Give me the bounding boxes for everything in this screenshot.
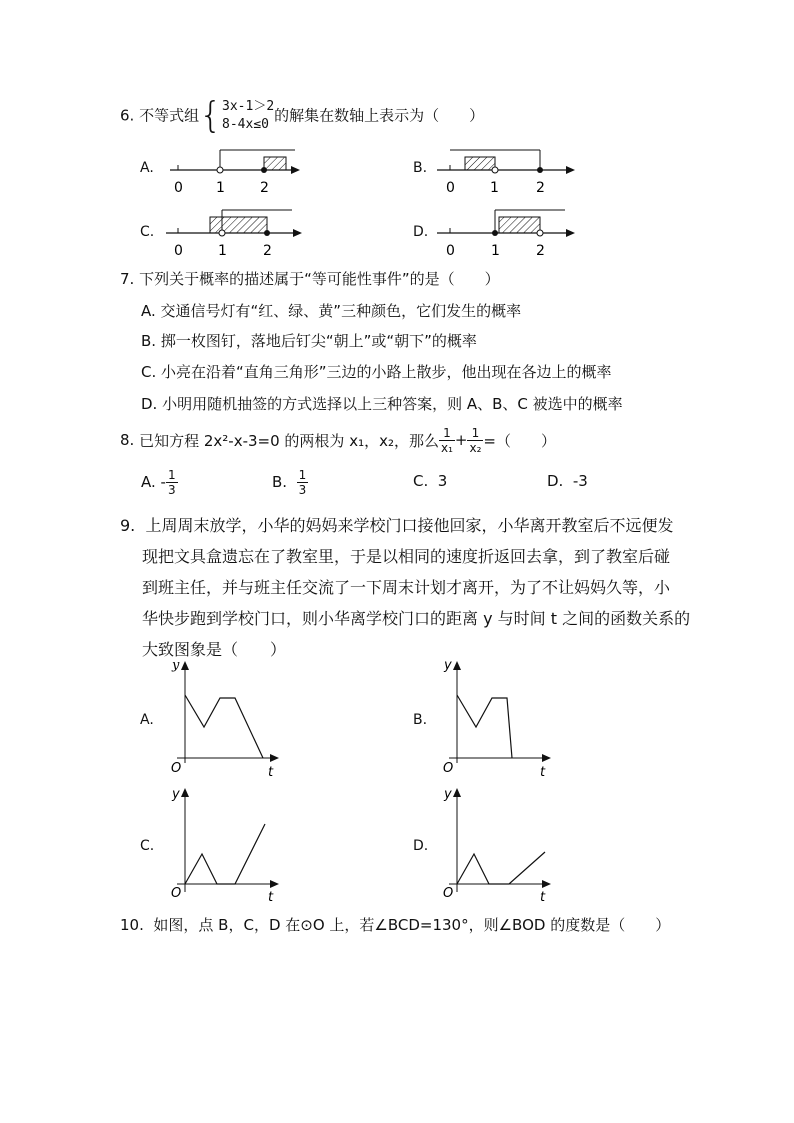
q8-option-d <box>547 472 588 490</box>
t-axis-label: t <box>268 890 274 905</box>
y-axis-label: y <box>172 787 180 802</box>
q8-option-a <box>141 464 178 500</box>
q7-option-a: A. 交通信号灯有“红、绿、黄”三种颜色，它们发生的概率 <box>141 302 522 320</box>
q9-graph-d-label: D. <box>413 838 429 854</box>
q6-option-d-number-line <box>433 203 583 263</box>
question-10 <box>120 914 670 935</box>
origin-label: O <box>443 761 454 776</box>
tick-label: 2 <box>536 243 545 259</box>
q6-option-d-label: D. <box>413 224 429 240</box>
origin-label: O <box>171 761 182 776</box>
q9-graph-c-label: C. <box>140 838 155 854</box>
y-axis-label: y <box>172 658 180 673</box>
q10-number: 10. <box>120 916 144 934</box>
tick-label: 0 <box>446 180 455 196</box>
y-axis-label: y <box>444 658 452 673</box>
option-label: B. <box>272 473 288 491</box>
q7-option-b: B. 掷一枚图钉，落地后钉尖“朝上”或“朝下”的概率 <box>141 332 477 350</box>
option-label: D. <box>547 472 564 490</box>
q6-option-a-label: A. <box>140 160 154 176</box>
q7-number: 7. <box>120 270 135 288</box>
option-value: 3 <box>437 472 448 490</box>
q9-graph-c <box>165 780 290 905</box>
q6-stem-post: 的解集在数轴上表示为（ ） <box>274 106 485 125</box>
q9-line-4: 华快步跑到学校门口，则小华离学校门口的距离 y 与时间 t 之间的函数关系的 <box>142 609 691 628</box>
q10-stem: 如图，点 B，C，D 在⊙O 上，若∠BCD=130°，则∠BOD 的度数是（ ） <box>153 916 671 934</box>
t-axis-label: t <box>540 890 546 905</box>
q8-number: 8. <box>120 431 135 449</box>
q7-option-c: C. 小亮在沿着“直角三角形”三边的小路上散步，他出现在各边上的概率 <box>141 363 612 381</box>
q9-number: 9. <box>120 516 136 535</box>
tick-label: 2 <box>536 180 545 196</box>
origin-label: O <box>171 886 182 901</box>
fraction-one-third: $\frac{1}{3}$ <box>167 467 176 497</box>
t-axis-label: t <box>268 765 274 780</box>
q8-stem-pre: 已知方程 2x²-x-3=0 的两根为 x₁，x₂，那么 <box>139 431 439 450</box>
tick-label: 2 <box>260 180 269 196</box>
q9-graph-a-label: A. <box>140 712 154 728</box>
tick-label: 1 <box>491 243 500 259</box>
q9-graph-b-label: B. <box>413 712 428 728</box>
plus-sign: + <box>454 431 468 449</box>
t-axis-label: t <box>540 765 546 780</box>
minus-sign: - <box>160 473 166 491</box>
q8-stem-post: =（ ） <box>483 431 556 450</box>
q9-line-1: 上周周末放学，小华的妈妈来学校门口接他回家，小华离开教室后不远便发 <box>145 516 674 535</box>
q9-graph-a <box>165 655 290 780</box>
q7-option-d: D. 小明用随机抽签的方式选择以上三种答案，则 A、B、C 被选中的概率 <box>141 395 623 413</box>
system-brace: { <box>199 95 223 136</box>
q9-line-2: 现把文具盒遗忘在了教室里，于是以相同的速度折返回去拿，到了教室后碰 <box>142 547 671 566</box>
tick-label: 1 <box>218 243 227 259</box>
fraction-1-over-x2: $\frac{1}{\text{x₂}}$ <box>469 425 482 455</box>
tick-label: 0 <box>446 243 455 259</box>
question-8 <box>120 420 556 460</box>
fraction-one-third: $\frac{1}{3}$ <box>298 467 307 497</box>
q6-option-a-number-line <box>160 140 310 200</box>
q9-graph-b <box>437 655 562 780</box>
y-axis-label: y <box>444 787 452 802</box>
q9-line-5: 大致图象是（ ） <box>142 640 287 659</box>
q7-stem: 下列关于概率的描述属于“等可能性事件”的是（ ） <box>139 270 500 288</box>
fraction-1-over-x1: $\frac{1}{\text{x₁}}$ <box>440 425 453 455</box>
q8-option-b <box>272 464 308 500</box>
inequality-2: 8-4x≤0 <box>222 117 269 132</box>
question-7 <box>120 268 500 289</box>
tick-label: 1 <box>216 180 225 196</box>
q9-line-3: 到班主任，并与班主任交流了一下周末计划才离开，为了不让妈妈久等，小 <box>142 578 671 597</box>
q6-option-c-number-line <box>160 203 310 263</box>
option-value: -3 <box>572 472 588 490</box>
q6-number: 6. <box>120 106 135 125</box>
question-6 <box>120 95 485 136</box>
option-label: C. <box>413 472 429 490</box>
inequality-system <box>222 98 274 134</box>
question-9 <box>120 510 690 665</box>
tick-label: 0 <box>174 243 183 259</box>
option-label: A. <box>141 473 156 491</box>
q6-option-b-label: B. <box>413 160 428 176</box>
q6-stem-pre: 不等式组 <box>139 106 200 125</box>
tick-label: 2 <box>263 243 272 259</box>
origin-label: O <box>443 886 454 901</box>
q6-option-c-label: C. <box>140 224 155 240</box>
q9-graph-d <box>437 780 562 905</box>
tick-label: 1 <box>490 180 499 196</box>
q8-option-c <box>413 472 447 490</box>
tick-label: 0 <box>174 180 183 196</box>
inequality-1: 3x-1＞2 <box>222 99 275 114</box>
q6-option-b-number-line <box>433 140 583 200</box>
